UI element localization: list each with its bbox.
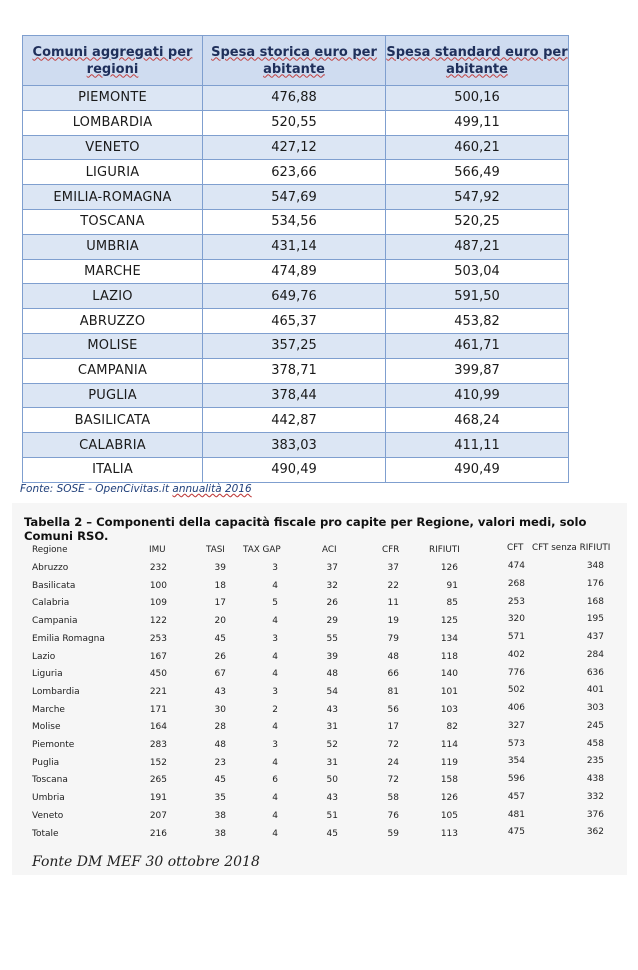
spesa-storica-value: 534,56 [203,209,386,234]
table-cell: 38 [214,828,226,839]
table-cell: 167 [149,651,167,662]
region-name: LOMBARDIA [23,110,203,135]
table-cell: 502 [507,685,525,696]
region-name: PUGLIA [23,383,203,408]
region-name: MOLISE [23,333,203,358]
table-cell: 4 [272,580,278,591]
table-row-region: Emilia Romagna [32,633,105,644]
table-cell: 20 [214,616,226,627]
table-cell: 43 [326,793,338,804]
spesa-storica-value: 357,25 [203,333,386,358]
table-row [23,408,569,433]
table-cell: 348 [586,561,604,571]
table-cell: 573 [507,738,525,749]
table-cell: 113 [440,828,458,839]
table-cell: 37 [326,563,338,573]
table-cell: 320 [507,614,525,625]
table-cell: 126 [440,563,458,573]
table-cell: 26 [214,651,226,662]
table-cell: 265 [149,775,167,786]
spesa-standard-value: 399,87 [386,358,569,383]
region-name: PIEMONTE [23,86,203,111]
table-cell: 140 [440,669,458,680]
region-name: VENETO [23,135,203,160]
table-cell: 437 [586,632,604,642]
region-name: LIGURIA [23,160,203,185]
table-cell: 253 [149,633,167,644]
spesa-storica-value: 623,66 [203,160,386,185]
table-row [23,333,569,358]
header-cfr: CFR [382,545,400,555]
table-cell: 283 [149,740,167,750]
table-cell: 776 [507,667,525,678]
table-row [23,259,569,284]
table-row-region: Lombardia [32,686,80,697]
table-row-region: Puglia [32,757,60,768]
spesa-storica-value: 547,69 [203,185,386,210]
spesa-standard-value: 468,24 [386,408,569,433]
header-tax-gap: TAX GAP [243,545,281,555]
spesa-table-header [23,36,569,86]
table-cell: 221 [149,686,167,697]
table-cell: 134 [440,633,458,644]
header-comuni: Comuni aggregati per regioni [23,36,203,86]
table-row-region: Calabria [32,598,70,609]
spesa-standard-value: 410,99 [386,383,569,408]
table-cell: 253 [507,596,525,607]
header-imu: IMU [149,545,166,555]
table-cell: 6 [272,775,278,786]
table-cell: 152 [149,757,167,768]
table-cell: 22 [387,580,399,591]
table-cell: 39 [326,651,338,662]
table-cell: 109 [149,598,167,609]
table-row [23,358,569,383]
table-cell: 48 [214,740,226,750]
spesa-storica-value: 465,37 [203,309,386,334]
table-cell: 216 [149,828,167,839]
table-cell: 125 [440,616,458,627]
source-note-prefix: Fonte: SOSE - OpenCivitas.it [20,483,173,495]
table-cell: 118 [440,651,458,662]
spesa-standard-value: 461,71 [386,333,569,358]
table-cell: 72 [387,740,399,750]
table-cell: 119 [440,757,458,768]
table-cell: 3 [272,563,278,573]
spesa-storica-value: 442,87 [203,408,386,433]
table-row-region: Totale [32,828,59,839]
table-cell: 402 [507,649,525,660]
table-cell: 100 [149,580,167,591]
region-name: CALABRIA [23,433,203,458]
spesa-standard-value: 547,92 [386,185,569,210]
table-cell: 103 [440,704,458,715]
table-cell: 2 [272,704,278,715]
spesa-storica-value: 490,49 [203,457,386,482]
table-cell: 72 [387,775,399,786]
table-cell: 26 [326,598,338,609]
table-cell: 85 [446,598,458,609]
table-cell: 3 [272,686,278,697]
table-cell: 362 [586,827,604,838]
table-row-region: Molise [32,722,61,733]
table-cell: 571 [507,632,525,642]
table-cell: 56 [387,704,399,715]
table-cell: 168 [586,596,604,607]
spesa-standard-value: 490,49 [386,457,569,482]
source-note-mef: Fonte DM MEF 30 ottobre 2018 [32,854,260,870]
table-cell: 481 [507,809,525,820]
table-cell: 43 [214,686,226,697]
table-cell: 4 [272,669,278,680]
region-name: CAMPANIA [23,358,203,383]
table-cell: 207 [149,810,167,821]
table-row-region: Piemonte [32,740,75,750]
table-cell: 327 [507,720,525,731]
table-row-region: Abruzzo [32,563,69,573]
table-cell: 45 [214,775,226,786]
table-row [23,383,569,408]
spesa-table [22,35,569,483]
table-cell: 28 [214,722,226,733]
spesa-storica-value: 383,03 [203,433,386,458]
table-cell: 457 [507,791,525,802]
header-regione: Regione [32,545,68,555]
table-cell: 11 [387,598,399,609]
region-name: ITALIA [23,457,203,482]
table-row-region: Basilicata [32,580,76,591]
spesa-standard-value: 453,82 [386,309,569,334]
spesa-standard-value: 520,25 [386,209,569,234]
table-cell: 76 [387,810,399,821]
table-cell: 122 [149,616,167,627]
table-row-region: Marche [32,704,65,715]
table-cell: 51 [326,810,338,821]
table-row-region: Liguria [32,669,63,680]
table-cell: 3 [272,633,278,644]
table-cell: 43 [326,704,338,715]
table-cell: 450 [149,669,167,680]
table-cell: 45 [326,828,338,839]
table-cell: 158 [440,775,458,786]
table-cell: 232 [149,563,167,573]
table-cell: 37 [387,563,399,573]
table2-title: Tabella 2 – Componenti della capacità fiscale pro capite per Regione, valori medi, solo Comuni RSO. [24,515,587,543]
spesa-standard-value: 487,21 [386,234,569,259]
table-row [23,457,569,482]
table-cell: 67 [214,669,226,680]
table-cell: 24 [387,757,399,768]
spesa-storica-value: 431,14 [203,234,386,259]
table-row [23,135,569,160]
spesa-storica-value: 649,76 [203,284,386,309]
table-cell: 376 [586,809,604,820]
table-cell: 195 [586,614,604,625]
spesa-storica-value: 476,88 [203,86,386,111]
table-cell: 55 [326,633,338,644]
header-tasi: TASI [206,545,225,555]
table-cell: 4 [272,757,278,768]
header-cft-senza-rifiuti: CFT senza RIFIUTI [532,543,611,553]
table-cell: 79 [387,633,399,644]
table-row [23,234,569,259]
region-name: EMILIA-ROMAGNA [23,185,203,210]
table-cell: 39 [214,563,226,573]
table-cell: 105 [440,810,458,821]
table-row-region: Umbria [32,793,65,804]
table-row [23,309,569,334]
table-cell: 332 [586,791,604,802]
spesa-storica-value: 520,55 [203,110,386,135]
table-cell: 48 [387,651,399,662]
spesa-standard-value: 460,21 [386,135,569,160]
header-spesa-standard: Spesa standard euro per abitante [386,36,569,86]
table-cell: 38 [214,810,226,821]
source-note-year: annualità 2016 [172,483,252,495]
table-cell: 114 [440,740,458,750]
region-name: MARCHE [23,259,203,284]
spesa-storica-value: 474,89 [203,259,386,284]
table-row-region: Veneto [32,810,64,821]
table-cell: 23 [214,757,226,768]
header-spesa-storica: Spesa storica euro per abitante [203,36,386,86]
table-cell: 596 [507,774,525,784]
table-cell: 438 [586,774,604,784]
table-cell: 176 [586,578,604,589]
table-cell: 354 [507,756,525,767]
table-cell: 4 [272,810,278,821]
table-cell: 636 [586,667,604,678]
table-cell: 4 [272,616,278,627]
spesa-storica-value: 427,12 [203,135,386,160]
table-cell: 164 [149,722,167,733]
table-cell: 17 [214,598,226,609]
spesa-standard-value: 503,04 [386,259,569,284]
region-name: BASILICATA [23,408,203,433]
table-cell: 45 [214,633,226,644]
spesa-standard-value: 566,49 [386,160,569,185]
table-cell: 31 [326,757,338,768]
table-cell: 268 [507,578,525,589]
spesa-storica-value: 378,71 [203,358,386,383]
table-cell: 30 [214,704,226,715]
table-cell: 58 [387,793,399,804]
table-row [23,86,569,111]
table-cell: 4 [272,793,278,804]
table-row-region: Lazio [32,651,56,662]
header-cft: CFT [507,543,524,553]
table-row-region: Toscana [32,775,68,786]
table-cell: 171 [149,704,167,715]
table-cell: 18 [214,580,226,591]
table-cell: 458 [586,738,604,749]
table-cell: 82 [446,722,458,733]
table-cell: 59 [387,828,399,839]
table-cell: 101 [440,686,458,697]
table-row [23,110,569,135]
table-cell: 474 [507,561,525,571]
header-rifiuti: RIFIUTI [429,545,460,555]
table-cell: 50 [326,775,338,786]
header-aci: ACI [322,545,337,555]
source-note-sose [20,483,252,495]
table-cell: 4 [272,651,278,662]
table-cell: 3 [272,740,278,750]
table-row [23,284,569,309]
table-row [23,160,569,185]
table-cell: 475 [507,827,525,838]
table-cell: 126 [440,793,458,804]
table-cell: 52 [326,740,338,750]
table-cell: 284 [586,649,604,660]
table-cell: 35 [214,793,226,804]
table-cell: 48 [326,669,338,680]
spesa-storica-value: 378,44 [203,383,386,408]
table-cell: 91 [446,580,458,591]
table-cell: 54 [326,686,338,697]
spesa-standard-value: 500,16 [386,86,569,111]
table-cell: 401 [586,685,604,696]
spesa-table-body [23,86,569,483]
table-cell: 235 [586,756,604,767]
region-name: UMBRIA [23,234,203,259]
spesa-standard-value: 411,11 [386,433,569,458]
table-cell: 5 [272,598,278,609]
table-cell: 406 [507,703,525,713]
table-cell: 31 [326,722,338,733]
table-cell: 29 [326,616,338,627]
table-cell: 4 [272,828,278,839]
region-name: LAZIO [23,284,203,309]
table-row [23,433,569,458]
spesa-standard-value: 591,50 [386,284,569,309]
table-row-region: Campania [32,616,78,627]
table-cell: 17 [387,722,399,733]
table-cell: 303 [586,703,604,713]
table-cell: 81 [387,686,399,697]
table-cell: 245 [586,720,604,731]
region-name: ABRUZZO [23,309,203,334]
table-cell: 19 [387,616,399,627]
table-row [23,185,569,210]
table-cell: 4 [272,722,278,733]
region-name: TOSCANA [23,209,203,234]
table-row [23,209,569,234]
spesa-standard-value: 499,11 [386,110,569,135]
table-cell: 32 [326,580,338,591]
table-cell: 191 [149,793,167,804]
table-cell: 66 [387,669,399,680]
